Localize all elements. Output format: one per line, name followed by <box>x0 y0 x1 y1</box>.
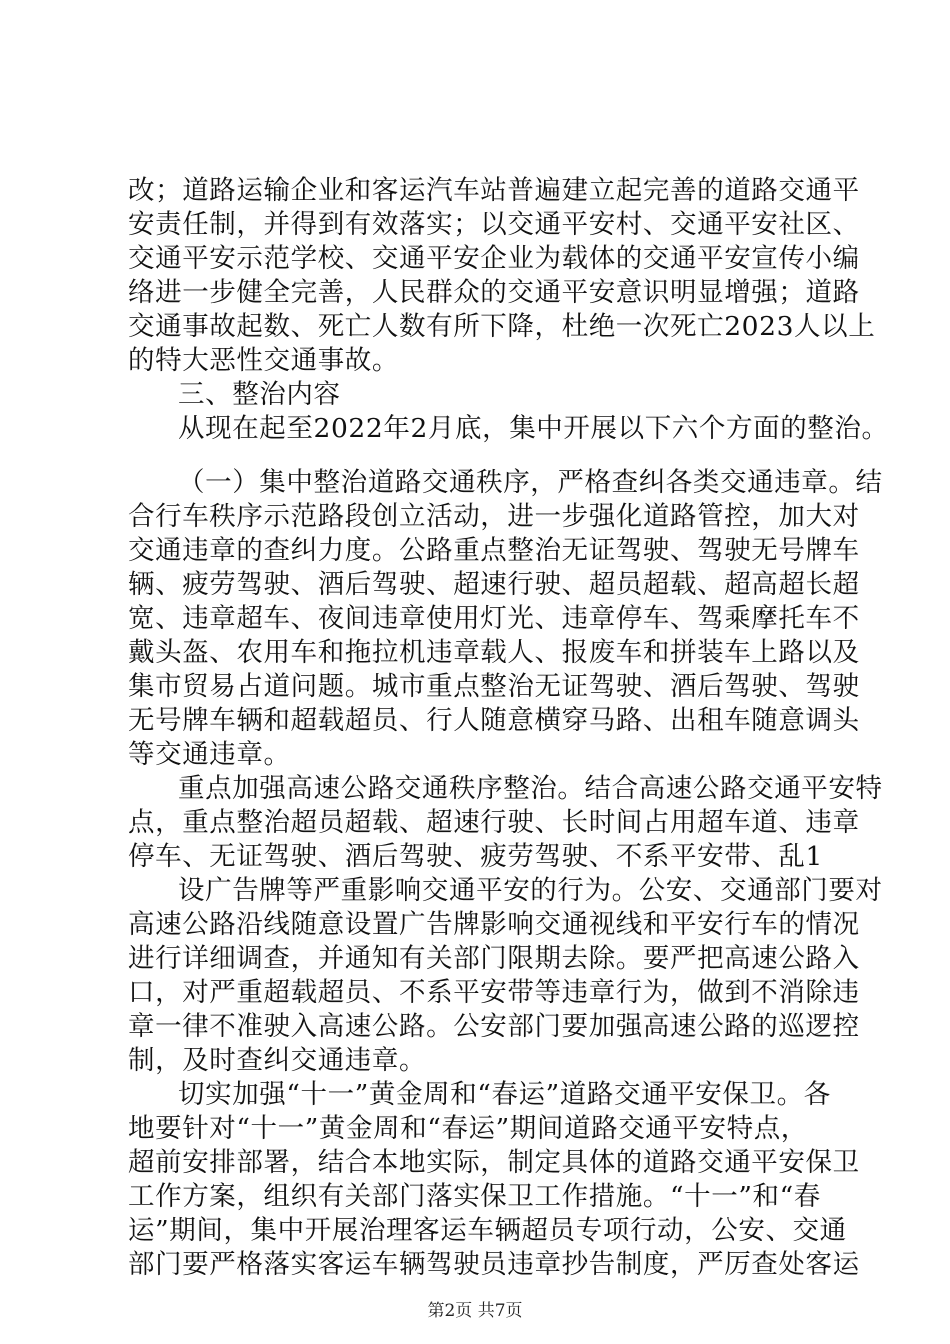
body-text-line: 高速公路沿线随意设置广告牌影响交通视线和平安行车的情况 <box>128 909 860 940</box>
body-text-line: 进行详细调查，并通知有关部门限期去除。要严把高速公路入 <box>128 943 860 974</box>
body-text-line: 部门要严格落实客运车辆驾驶员违章抄告制度，严厉查处客运 <box>128 1249 860 1280</box>
subsection-heading: （一）集中整治道路交通秩序，严格查纠各类交通违章。结 <box>178 467 883 498</box>
body-text-line: 改；道路运输企业和客运汽车站普遍建立起完善的道路交通平 <box>128 175 860 206</box>
body-text-line: 点，重点整治超员超载、超速行驶、长时间占用超车道、违章 <box>128 807 860 838</box>
body-text-line: 安责任制，并得到有效落实；以交通平安村、交通平安社区、 <box>128 209 860 240</box>
body-text-line: 地要针对“十一”黄金周和“春运”期间道路交通平安特点， <box>128 1113 808 1144</box>
section-heading: 三、整治内容 <box>178 379 341 410</box>
body-text-line: 络进一步健全完善，人民群众的交通平安意识明显增强；道路 <box>128 277 860 308</box>
body-text-line: 制，及时查纠交通违章。 <box>128 1045 427 1076</box>
body-text-line: 章一律不准驶入高速公路。公安部门要加强高速公路的巡逻控 <box>128 1011 860 1042</box>
body-text-line: 戴头盔、农用车和拖拉机违章载人、报废车和拼装车上路以及 <box>128 637 860 668</box>
body-text-line: 交通违章的查纠力度。公路重点整治无证驾驶、驾驶无号牌车 <box>128 535 860 566</box>
body-text-line: 工作方案，组织有关部门落实保卫工作措施。“十一”和“春 <box>128 1181 821 1212</box>
body-text-line: 停车、无证驾驶、酒后驾驶、疲劳驾驶、不系平安带、乱1 <box>128 841 823 872</box>
body-text-line: 宽、违章超车、夜间违章使用灯光、违章停车、驾乘摩托车不 <box>128 603 860 634</box>
body-text-line: 合行车秩序示范路段创立活动，进一步强化道路管控，加大对 <box>128 501 860 532</box>
body-text-line: 设广告牌等严重影响交通平安的行为。公安、交通部门要对 <box>178 875 883 906</box>
body-text-line: 重点加强高速公路交通秩序整治。结合高速公路交通平安特 <box>178 773 883 804</box>
body-text-line: 集市贸易占道问题。城市重点整治无证驾驶、酒后驾驶、驾驶 <box>128 671 860 702</box>
body-text-line: 无号牌车辆和超载超员、行人随意横穿马路、出租车随意调头 <box>128 705 860 736</box>
body-text-line: 超前安排部署，结合本地实际，制定具体的道路交通平安保卫 <box>128 1147 860 1178</box>
body-text-line: 口，对严重超载超员、不系平安带等违章行为，做到不消除违 <box>128 977 860 1008</box>
body-text-line: 交通平安示范学校、交通平安企业为载体的交通平安宣传小编 <box>128 243 860 274</box>
body-text-line: 从现在起至2022年2月底，集中开展以下六个方面的整治。 <box>178 413 889 444</box>
body-text-line: 辆、疲劳驾驶、酒后驾驶、超速行驶、超员超载、超高超长超 <box>128 569 860 600</box>
body-text-line: 等交通违章。 <box>128 739 291 770</box>
body-text-line: 交通事故起数、死亡人数有所下降，杜绝一次死亡2023人以上 <box>128 311 876 342</box>
body-text-line: 运”期间，集中开展治理客运车辆超员专项行动，公安、交通 <box>128 1215 847 1246</box>
body-text-line: 的特大恶性交通事故。 <box>128 345 399 376</box>
page-number-footer: 第2页 共7页 <box>427 1301 523 1321</box>
body-text-line: 切实加强“十一”黄金周和“春运”道路交通平安保卫。各 <box>178 1079 831 1110</box>
